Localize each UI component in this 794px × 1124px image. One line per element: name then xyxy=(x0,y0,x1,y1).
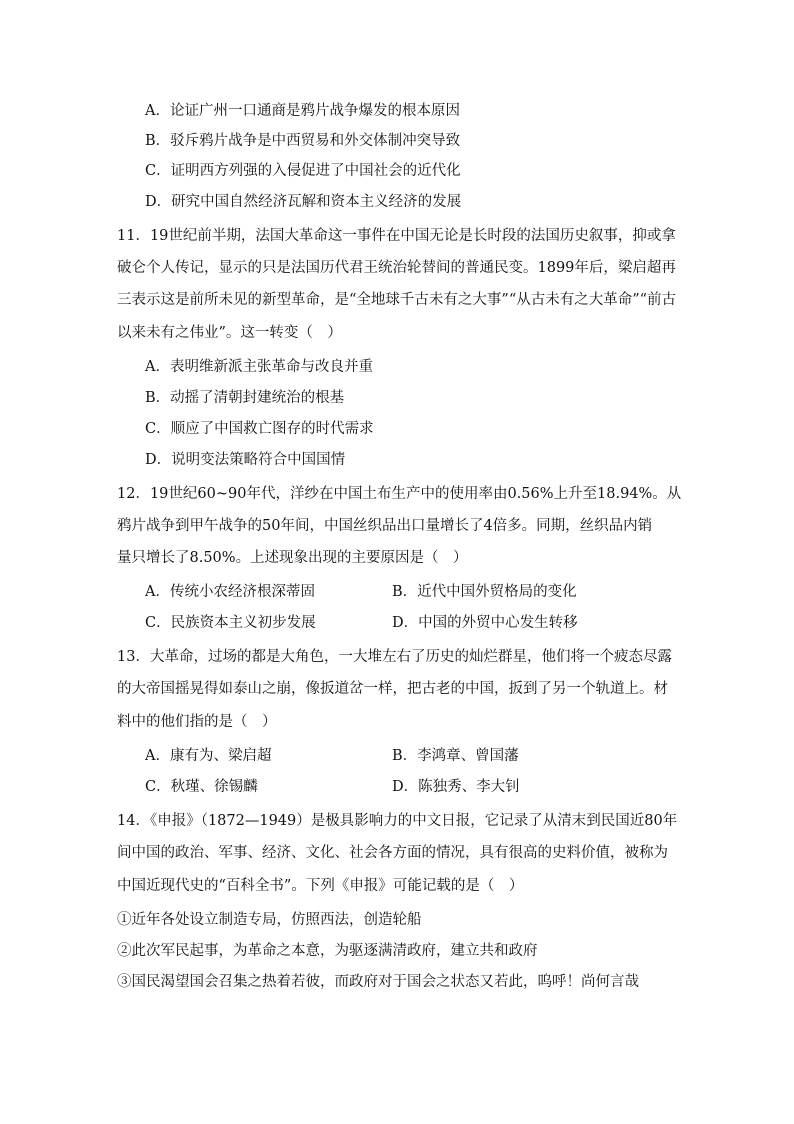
q14-item-1: ①近年各处设立制造专局，仿照西法，创造轮船 xyxy=(117,912,422,928)
q12-option-b: B．近代中国外贸格局的变化 xyxy=(392,584,577,600)
q11-stem-line-3: 三表示这是前所未见的新型革命，是“全地球千古未有之大事”“从古未有之大革命”“前古 xyxy=(117,292,677,308)
q12-stem-line-2: 鸦片战争到甲午战争的50年间，中国丝织品出口量增长了4倍多。同期，丝织品内销 xyxy=(117,518,653,534)
q11-stem-line-2: 破仑个人传记，显示的只是法国历代君王统治轮替间的普通民变。1899年后，梁启超再 xyxy=(117,260,676,276)
q12-stem-line-1: 12．19世纪60~90年代，洋纱在中国土布生产中的使用率由0.56%上升至18.94%。从 xyxy=(117,486,682,502)
q13-option-c: C．秋瑾、徐锡麟 xyxy=(145,779,258,795)
q14-stem-line-3: 中国近现代史的“百科全书”。下列《申报》可能记载的是（ ） xyxy=(117,878,524,894)
q10-option-b: B．驳斥鸦片战争是中西贸易和外交体制冲突导致 xyxy=(145,133,461,149)
q10-option-a: A．论证广州一口通商是鸦片战争爆发的根本原因 xyxy=(145,103,460,119)
q12-option-a: A．传统小农经济根深蒂固 xyxy=(145,584,315,600)
q11-option-c: C．顺应了中国救亡图存的时代需求 xyxy=(145,421,374,437)
q11-stem-line-1: 11．19世纪前半期，法国大革命这一事件在中国无论是长时段的法国历史叙事，抑或拿 xyxy=(117,228,676,244)
q12-option-d: D．中国的外贸中心发生转移 xyxy=(392,615,578,631)
q10-option-c: C．证明西方列强的入侵促进了中国社会的近代化 xyxy=(145,163,461,179)
q12-option-c: C．民族资本主义初步发展 xyxy=(145,615,316,631)
q14-stem-line-1: 14．《申报》（1872—1949）是极具影响力的中文日报，它记录了从清末到民国近80年 xyxy=(117,813,678,829)
q11-option-d: D．说明变法策略符合中国国情 xyxy=(145,452,346,468)
q11-stem-line-4: 以来未有之伟业”。这一转变（ ） xyxy=(117,325,342,341)
q13-stem-line-2: 的大帝国摇晃得如泰山之崩，像扳道岔一样，把古老的中国，扳到了另一个轨道上。材 xyxy=(117,681,668,697)
q13-option-b: B．李鸿章、曾国藩 xyxy=(392,748,519,764)
q14-stem-line-2: 间中国的政治、军事、经济、文化、社会各方面的情况，具有很高的史料价值，被称为 xyxy=(117,845,668,861)
q13-stem-line-3: 料中的他们指的是（ ） xyxy=(117,714,277,730)
q14-item-2: ②此次军民起事，为革命之本意，为驱逐满清政府，建立共和政府 xyxy=(117,943,538,959)
q11-option-a: A．表明维新派主张革命与改良并重 xyxy=(145,359,373,375)
q11-option-b: B．动摇了清朝封建统治的根基 xyxy=(145,390,345,406)
q12-stem-line-3: 量只增长了8.50%。上述现象出现的主要原因是（ ） xyxy=(117,550,468,566)
q13-option-d: D．陈独秀、李大钊 xyxy=(392,779,520,795)
q10-option-d: D．研究中国自然经济瓦解和资本主义经济的发展 xyxy=(145,194,462,210)
q14-item-3: ③国民渴望国会召集之热着若彼，而政府对于国会之状态又若此，呜呼！尚何言哉 xyxy=(117,974,639,990)
q13-option-a: A．康有为、梁启超 xyxy=(145,748,272,764)
q13-stem-line-1: 13．大革命，过场的都是大角色，一大堆左右了历史的灿烂群星，他们将一个疲态尽露 xyxy=(117,649,672,665)
